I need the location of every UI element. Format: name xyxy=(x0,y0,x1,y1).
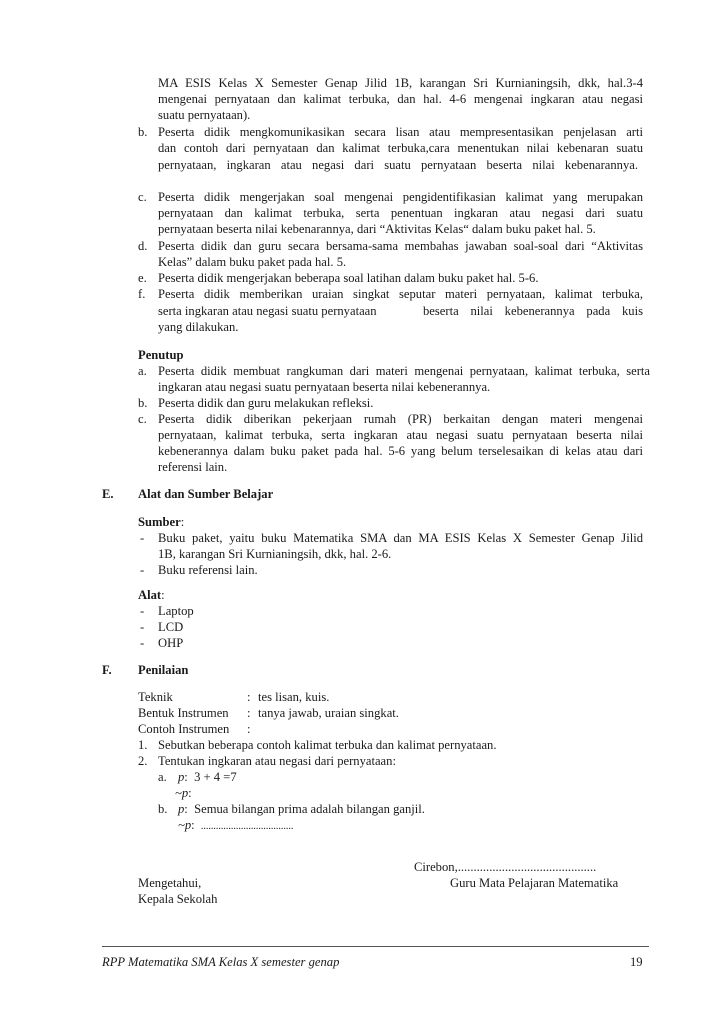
sumber-item-2-marker: - xyxy=(140,563,145,577)
footer-page-number: 19 xyxy=(630,955,643,969)
item-b-line-3: pernyataan, ingkaran atau negasi dari suatu pernyataan beserta nilai kebenarannya. xyxy=(158,158,638,172)
field-bentuk-label: Bentuk Instrumen xyxy=(138,706,229,720)
item-f-line-1: Peserta didik memberikan uraian singkat seputar materi pernyataan, kalimat terbuka, xyxy=(158,287,643,301)
item-f-line-2a: serta ingkaran atau negasi suatu pernyataan xyxy=(158,304,377,318)
penutup-c-line-2: pernyataan, kalimat terbuka, serta ingkaran atau negasi suatu pernyataan beserta nilai xyxy=(158,428,643,442)
item-c-line-3: pernyataan beserta nilai kebenarannya, dari “Aktivitas Kelas“ dalam buku paket hal. 5. xyxy=(158,222,596,236)
item-e-marker: e. xyxy=(138,271,147,285)
item-d-line-2: Kelas” dalam buku paket pada hal. 5. xyxy=(158,255,347,269)
item-b-line-1: Peserta didik mengkomunikasikan secara lisan atau mempresentasikan penjelasan arti xyxy=(158,125,643,139)
signature-left-1: Mengetahui, xyxy=(138,876,202,890)
item-e-line-1: Peserta didik mengerjakan beberapa soal latihan dalam buku paket hal. 5-6. xyxy=(158,271,539,285)
item-f-line-2b: beserta nilai kebenerannya pada kuis xyxy=(423,304,643,318)
penutup-a-marker: a. xyxy=(138,364,147,378)
q2a-neg-sep: : xyxy=(188,786,192,800)
footer-title: RPP Matematika SMA Kelas X semester genap xyxy=(102,955,340,969)
question-2a-marker: a. xyxy=(158,770,167,784)
field-teknik-label: Teknik xyxy=(138,690,173,704)
field-teknik-value: tes lisan, kuis. xyxy=(258,690,330,704)
field-bentuk-value: tanya jawab, uraian singkat. xyxy=(258,706,399,720)
item-f-marker: f. xyxy=(138,287,146,301)
question-2-text: Tentukan ingkaran atau negasi dari pernyataan: xyxy=(158,754,396,768)
q2a-expr: 3 + 4 =7 xyxy=(194,770,237,784)
alat-item-2-marker: - xyxy=(140,620,145,634)
question-2a-negation xyxy=(175,785,192,801)
item-d-line-1: Peserta didik dan guru secara bersama-sama membahas jawaban soal-soal dari “Aktivitas xyxy=(158,239,643,253)
q2b-neg-dots: ..................................... xyxy=(200,821,294,832)
signature-right-1: Guru Mata Pelajaran Matematika xyxy=(450,876,619,890)
item-f-line-3: yang dilakukan. xyxy=(158,320,239,334)
sumber-label: Sumber xyxy=(138,515,181,529)
item-c-line-2: pernyataan dan kalimat terbuka, serta penentuan ingkaran atau negasi dari suatu xyxy=(158,206,643,220)
penutup-a-line-1: Peserta didik membuat rangkuman dari materi mengenai pernyataan, kalimat terbuka, serta xyxy=(158,364,650,378)
field-contoh-colon: : xyxy=(247,722,251,736)
section-f-title: Penilaian xyxy=(138,663,189,677)
item-c-marker: c. xyxy=(138,190,147,204)
q2b-var: p xyxy=(178,802,185,816)
penutup-b-line-1: Peserta didik dan guru melakukan refleksi. xyxy=(158,396,374,410)
sumber-colon: : xyxy=(180,515,185,529)
alat-item-3: OHP xyxy=(158,636,184,650)
sumber-item-2-line-1: Buku referensi lain. xyxy=(158,563,258,577)
item-b-marker: b. xyxy=(138,125,148,139)
alat-item-1-marker: - xyxy=(140,604,145,618)
section-f-number: F. xyxy=(102,663,112,677)
alat-label: Alat xyxy=(138,588,162,602)
sumber-item-1-line-1: Buku paket, yaitu buku Matematika SMA dan MA ESIS Kelas X Semester Genap Jilid xyxy=(158,531,643,545)
q2a-var: p xyxy=(178,770,185,784)
alat-colon: : xyxy=(161,588,165,602)
penutup-b-marker: b. xyxy=(138,396,148,410)
field-contoh-label: Contoh Instrumen xyxy=(138,722,230,736)
section-e-number: E. xyxy=(102,487,114,501)
penutup-a-line-2: ingkaran atau negasi suatu pernyataan beserta nilai kebenerannya. xyxy=(158,380,491,394)
field-teknik-colon: : xyxy=(247,690,251,704)
alat-item-1: Laptop xyxy=(158,604,194,618)
alat-item-3-marker: - xyxy=(140,636,145,650)
item-b-line-2: dan contoh dari pernyataan dan kalimat terbuka,cara menentukan nilai kebenaran suatu xyxy=(158,141,643,155)
question-2b-statement xyxy=(178,801,425,817)
item-a-line-2: mengenai pernyataan dan kalimat terbuka, dan hal. 4-6 mengenai ingkaran atau negasi xyxy=(158,92,643,106)
footer-rule xyxy=(102,946,649,947)
question-2b-marker: b. xyxy=(158,802,168,816)
item-a-line-3: suatu pernyataan). xyxy=(158,108,251,122)
question-2-marker: 2. xyxy=(138,754,148,768)
q2b-neg-var: ~p xyxy=(178,818,192,832)
section-e-title: Alat dan Sumber Belajar xyxy=(138,487,274,501)
question-1-marker: 1. xyxy=(138,738,148,752)
q2b-neg-sep: : xyxy=(191,818,195,832)
alat-label-row xyxy=(138,587,165,603)
question-2a-statement xyxy=(178,769,237,785)
q2b-expr: Semua bilangan prima adalah bilangan ganjil. xyxy=(194,802,425,816)
field-bentuk-colon: : xyxy=(247,706,251,720)
signature-left-2: Kepala Sekolah xyxy=(138,892,218,906)
item-d-marker: d. xyxy=(138,239,148,253)
alat-item-2: LCD xyxy=(158,620,184,634)
question-2b-negation xyxy=(178,817,293,835)
q2b-sep: : xyxy=(184,802,188,816)
item-c-line-1: Peserta didik mengerjakan soal mengenai pengidentifikasian kalimat yang merupakan xyxy=(158,190,643,204)
sumber-label-row xyxy=(138,514,184,530)
sumber-item-1-marker: - xyxy=(140,531,145,545)
q2a-neg-var: ~p xyxy=(175,786,189,800)
item-a-line-1: MA ESIS Kelas X Semester Genap Jilid 1B, karangan Sri Kurnianingsih, dkk, hal.3-4 xyxy=(158,76,643,90)
penutup-c-marker: c. xyxy=(138,412,147,426)
sumber-item-1-line-2: 1B, karangan Sri Kurnianingsih, dkk, hal. 2-6. xyxy=(158,547,392,561)
place-date: Cirebon,............................................ xyxy=(414,860,597,874)
penutup-c-line-3: kebenerannya dalam buku paket pada hal. 5-6 yang belum terselesaikan di kelas atau dari xyxy=(158,444,643,458)
question-1-text: Sebutkan beberapa contoh kalimat terbuka dan kalimat pernyataan. xyxy=(158,738,497,752)
q2a-sep: : xyxy=(184,770,188,784)
penutup-c-line-4: referensi lain. xyxy=(158,460,228,474)
penutup-heading: Penutup xyxy=(138,348,184,362)
penutup-c-line-1: Peserta didik diberikan pekerjaan rumah (PR) berkaitan dengan materi mengenai xyxy=(158,412,643,426)
